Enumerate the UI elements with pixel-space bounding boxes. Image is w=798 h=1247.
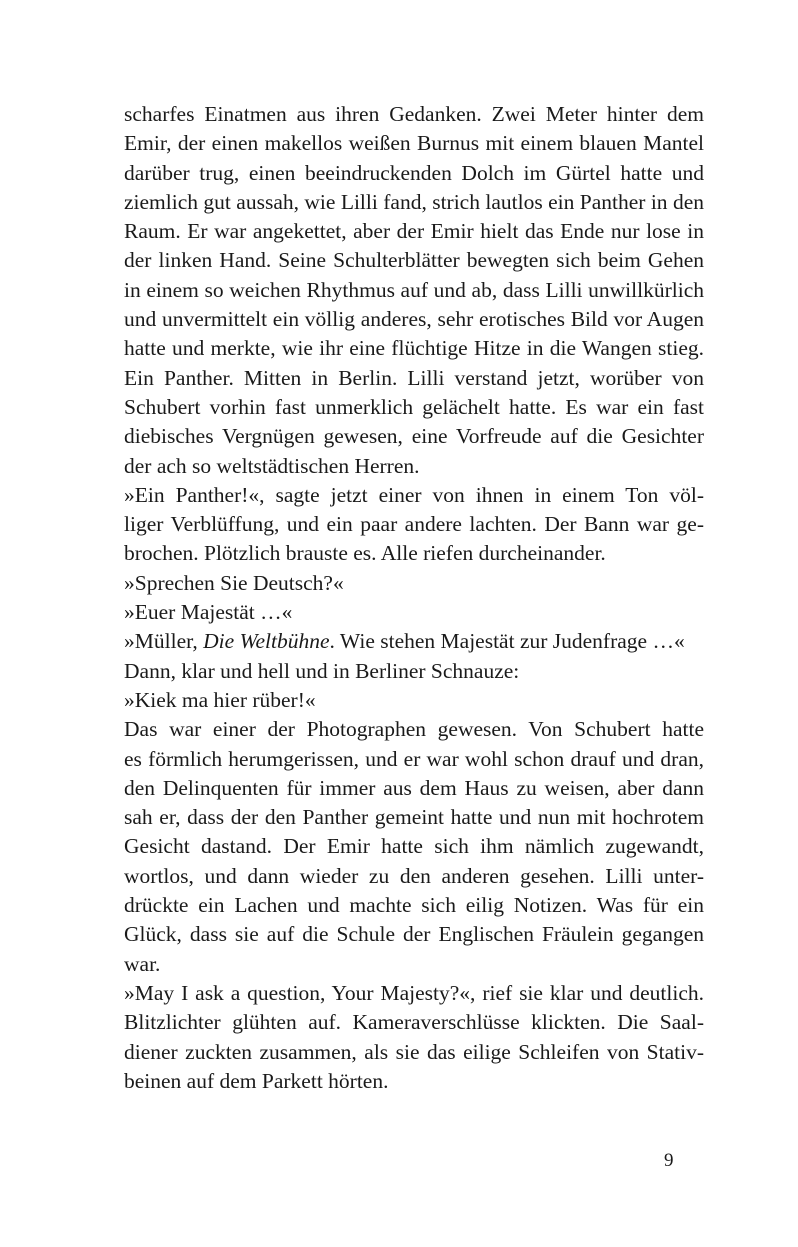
text-line-content: »Ein Panther!«, sagte jetzt einer von ihnen in einem Ton völ- [124, 482, 704, 507]
text-line: scharfes Einatmen aus ihren Gedanken. Zwei Meter hinter dem [124, 102, 704, 126]
text-line-quote [124, 627, 704, 656]
text-line: der ach so weltstädtischen Herren. [124, 453, 420, 478]
text-line: Glück, dass sie auf die Schule der Englischen Fräulein gegangen [124, 922, 704, 947]
text-line: darüber trug, einen beeindruckenden Dolch im Gürtel hatte und [124, 160, 704, 185]
text-line: »Euer Majestät …« [124, 600, 293, 625]
text-line: »Kiek ma hier rüber!« [124, 687, 316, 712]
text-line: Raum. Er war angekettet, aber der Emir hielt das Ende nur lose in [124, 219, 704, 244]
text-line: den Delinquenten für immer aus dem Haus zu weisen, aber dann [124, 775, 704, 800]
text-line: der linken Hand. Seine Schulterblätter bewegten sich beim Gehen [124, 248, 704, 273]
text-line: war. [124, 951, 161, 976]
text-line: »Sprechen Sie Deutsch?« [124, 570, 344, 595]
body-text [124, 100, 704, 1096]
text-line: liger Verblüffung, und ein paar andere lachten. Der Bann war ge- [124, 512, 704, 537]
text-line: wortlos, und dann wieder zu den anderen gesehen. Lilli unter- [124, 863, 704, 888]
text-line: drückte ein Lachen und machte sich eilig Notizen. Was für ein [124, 893, 704, 918]
text-line: Blitzlichter glühten auf. Kameraverschlüsse klickten. Die Saal- [124, 1010, 704, 1035]
page-number: 9 [664, 1150, 674, 1171]
text-line: Dann, klar und hell und in Berliner Schnauze: [124, 658, 520, 683]
text-line [124, 481, 704, 510]
text-line: Schubert vorhin fast unmerklich gelächelt hatte. Es war ein fast [124, 394, 704, 419]
text-line: Ein Panther. Mitten in Berlin. Lilli verstand jetzt, worüber von [124, 365, 704, 390]
text-line: es förmlich herumgerissen, und er war wohl schon drauf und dran, [124, 746, 704, 771]
text-line: Emir, der einen makellos weißen Burnus mit einem blauen Mantel [124, 131, 704, 156]
text-line: sah er, dass der den Panther gemeint hatte und nun mit hochrotem [124, 805, 704, 830]
text-line: beinen auf dem Parkett hörten. [124, 1068, 389, 1093]
text-segment: »Müller, [124, 629, 204, 654]
text-line: und unvermittelt ein völlig anderes, sehr erotisches Bild vor Augen [124, 307, 704, 332]
text-line: hatte und merkte, wie ihr eine flüchtige Hitze in die Wangen stieg. [124, 336, 704, 361]
text-line: Gesicht dastand. Der Emir hatte sich ihm nämlich zugewandt, [124, 834, 704, 859]
text-segment: . Wie stehen Majestät zur Judenfrage …« [329, 629, 685, 654]
text-line: in einem so weichen Rhythmus auf und ab, dass Lilli unwillkürlich [124, 277, 704, 302]
text-line: diener zuckten zusammen, als sie das eilige Schleifen von Stativ- [124, 1039, 704, 1064]
publication-title: Die Weltbühne [203, 629, 330, 654]
text-line: Das war einer der Photographen gewesen. Von Schubert hatte [124, 717, 704, 742]
text-line: »May I ask a question, Your Majesty?«, rief sie klar und deutlich. [124, 980, 704, 1005]
text-line: ziemlich gut aussah, wie Lilli fand, strich lautlos ein Panther in den [124, 189, 704, 214]
text-line: brochen. Plötzlich brauste es. Alle riefen durcheinander. [124, 541, 606, 566]
text-line: diebisches Vergnügen gewesen, eine Vorfreude auf die Gesichter [124, 424, 704, 449]
